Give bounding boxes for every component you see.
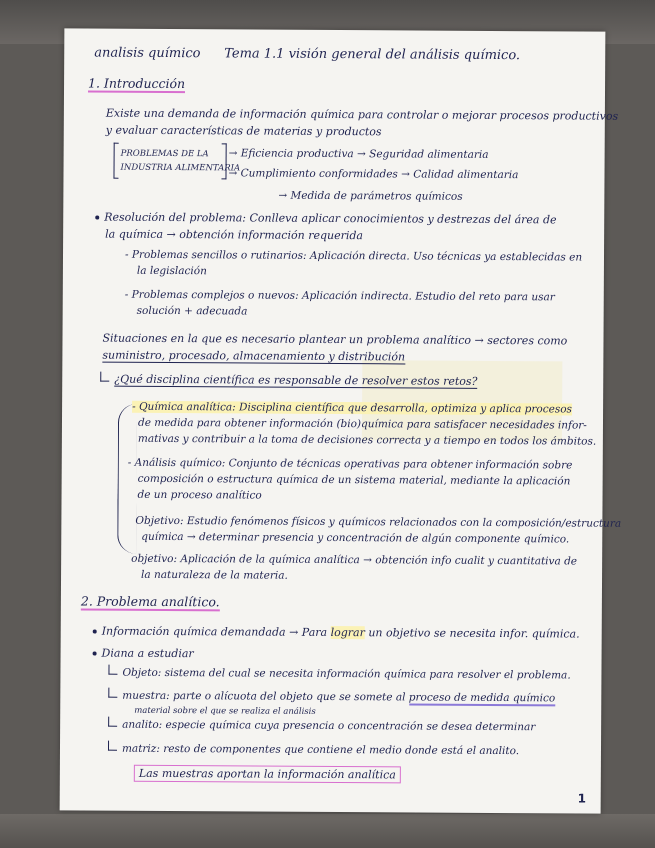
complejos-line-2: solución + adecuada [136, 304, 248, 318]
situaciones-text-2: suministro, procesado, almacenamiento y distribución [102, 348, 406, 364]
s2-bullet-2 [93, 647, 194, 661]
arrow-line-3: → Medida de parámetros químicos [278, 189, 463, 203]
resolucion-line-1 [95, 211, 556, 227]
sencillos-line-1: - Problemas sencillos o rutinarios: Aplicación directa. Uso técnicas ya establecidas en [124, 248, 583, 264]
qa-text-1: - Química analítica: Disciplina científica que desarrolla, optimiza y aplica procesos [132, 400, 572, 416]
s2-bullet-1 [93, 625, 580, 641]
situaciones-line-1: Situaciones en la que es necesario plantear un problema analítico → sectores como [102, 331, 568, 348]
obj1-line-1: Objetivo: Estudio fenómenos físicos y químicos relacionados con la composición/estructura [135, 514, 622, 530]
page-number: 1 [577, 791, 587, 806]
analito-line: analito: especie química cuya presencia o concentración se desea determinar [122, 718, 536, 734]
resolucion-line-2: la química → obtención información requerida [105, 227, 364, 243]
question-text: ¿Qué disciplina científica es responsable de resolver estos retos? [114, 372, 478, 388]
qa-line-2: de medida para obtener información (bio)química para satisfacer necesidades infor- [137, 416, 587, 432]
arrow-hook [108, 741, 117, 751]
qa-line-1 [132, 401, 572, 417]
box-line-2: INDUSTRIA ALIMENTARIA [120, 162, 241, 174]
section-2-title-text: 2. Problema analítico. [80, 593, 220, 610]
s2-b1-highlight: lograr [330, 625, 365, 640]
s2-b2-text: Diana a estudiar [101, 646, 194, 661]
obj1-line-2: química → determinar presencia y concentración de algún componente químico. [141, 530, 570, 546]
bullet [93, 630, 97, 634]
sencillos-line-2: la legislación [136, 264, 207, 278]
s2-b1-post: un objetivo se necesita infor. química. [368, 626, 580, 641]
aq-line-2: composición o estructura química de un sistema material, mediante la aplicación [137, 472, 571, 488]
arrow-hook [108, 688, 117, 698]
obj2-line-2: la naturaleza de la materia. [141, 568, 288, 582]
aq-line-3: de un proceso analítico [137, 488, 262, 502]
arrow-hook [108, 665, 117, 675]
question-line [114, 373, 477, 388]
matriz-line: matriz: resto de componentes que contiene el medio donde está el analito. [121, 742, 520, 758]
arrow-hook [100, 372, 109, 382]
arrow-hook [108, 717, 117, 727]
intro-line-2: y evaluar características de materias y productos [105, 123, 382, 139]
header-topic: Tema 1.1 visión general del análisis químico. [224, 46, 521, 64]
obj2-line-1: objetivo: Aplicación de la química analítica → obtención info cualit y cuantitativa de [131, 552, 578, 568]
bullet [93, 652, 97, 656]
notebook-page [60, 28, 622, 813]
photo-background-bottom [0, 814, 655, 848]
muestra-pre: muestra: parte o alícuota del objeto que se somete al [122, 689, 406, 704]
header-subject: analisis químico [94, 45, 201, 62]
final-line [134, 767, 401, 782]
resolucion-text-1: Resolución del problema: Conlleva aplicar conocimientos y destrezas del área de [104, 210, 557, 227]
arrow-line-2: → Cumplimiento conformidades → Calidad alimentaria [228, 167, 519, 182]
final-boxed-text: Las muestras aportan la información analítica [134, 765, 401, 784]
muestra-underlined: proceso de medida químico [408, 691, 556, 705]
s2-b1-pre: Información química demandada → Para [101, 624, 328, 639]
box-bracket-left [113, 143, 118, 179]
objeto-line: Objeto: sistema del cual se necesita información química para resolver el problema. [122, 666, 571, 682]
section-1-title [88, 77, 185, 91]
box-line-1: PROBLEMAS DE LA [120, 148, 209, 160]
muestra-line-1 [122, 690, 555, 706]
arrow-line-1: → Eficiencia productiva → Seguridad alimentaria [228, 147, 489, 161]
qa-line-3: mativas y contribuir a la toma de decisiones correcta y a tiempo en todos los ámbitos. [137, 432, 597, 448]
muestra-line-2: material sobre el que se realiza el análisis [134, 705, 316, 717]
complejos-line-1: - Problemas complejos o nuevos: Aplicación indirecta. Estudio del reto para usar [124, 288, 555, 304]
section-2-title [81, 594, 220, 608]
aq-line-1: - Análisis químico: Conjunto de técnicas operativas para obtener información sobre [127, 456, 573, 472]
section-1-title-text: 1. Introducción [88, 75, 186, 92]
bullet [95, 216, 99, 220]
situaciones-line-2 [102, 349, 405, 364]
intro-line-1: Existe una demanda de información química para controlar o mejorar procesos productivos [105, 106, 619, 123]
brace-left [117, 404, 137, 554]
